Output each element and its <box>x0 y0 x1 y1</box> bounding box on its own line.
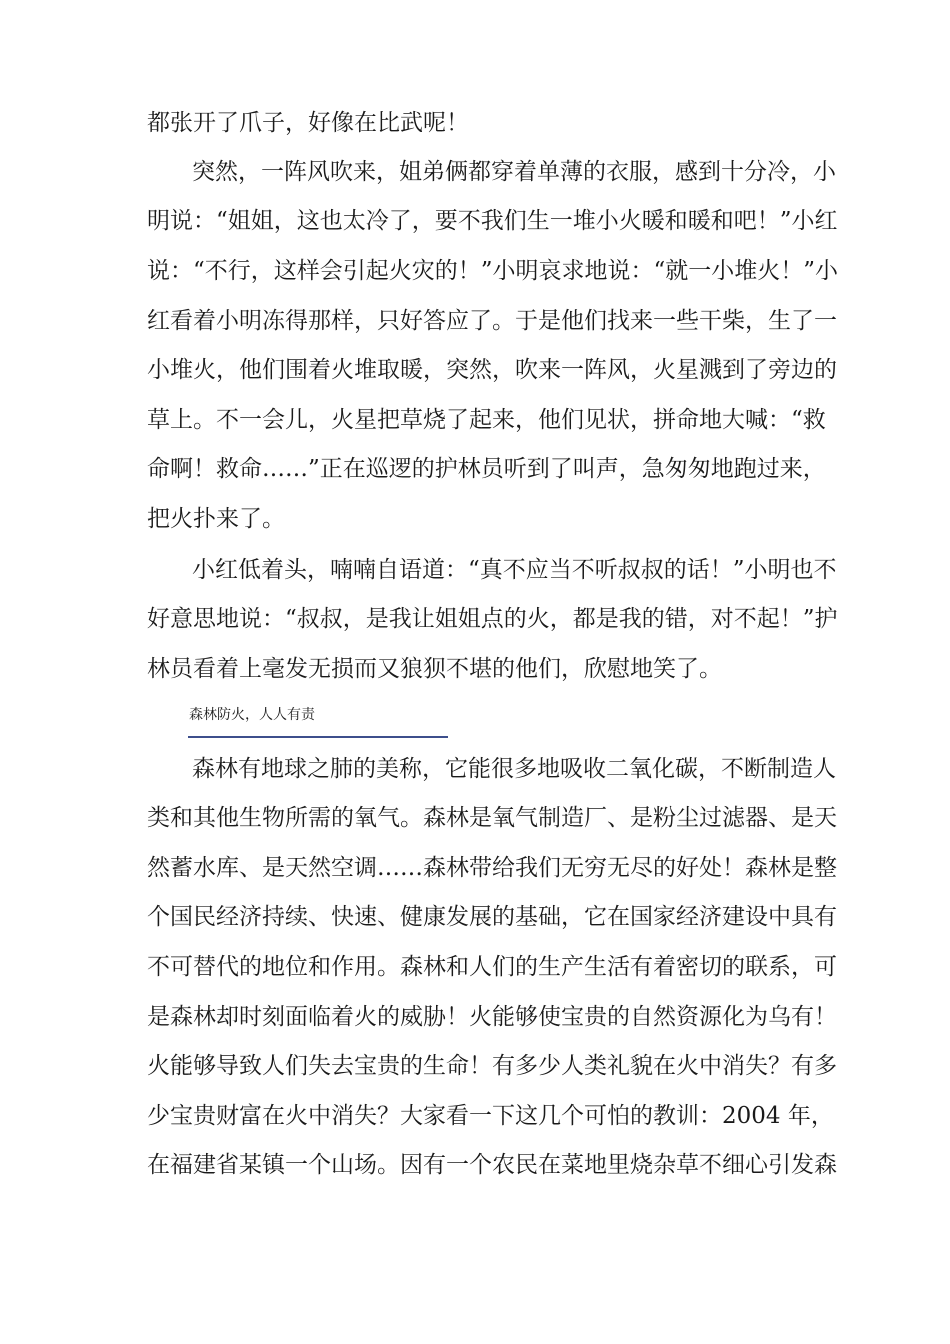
heading-underline <box>188 736 448 738</box>
section-heading: 森林防火，人人有责 <box>189 707 315 723</box>
paragraph-line: 不可替代的地位和作用。森林和人们的生产生活有着密切的联系，可 <box>147 954 837 980</box>
paragraph-line: 是森林却时刻面临着火的威胁！火能够使宝贵的自然资源化为乌有！ <box>147 1004 837 1030</box>
paragraph-line: 草上。不一会儿，火星把草烧了起来，他们见状，拼命地大喊：“救 <box>147 407 826 433</box>
paragraph-line: 小红低着头，喃喃自语道：“真不应当不听叔叔的话！”小明也不 <box>192 557 837 583</box>
paragraph-line: 火能够导致人们失去宝贵的生命！有多少人类礼貌在火中消失？有多 <box>147 1053 837 1079</box>
paragraph-line: 在福建省某镇一个山场。因有一个农民在菜地里烧杂草不细心引发森 <box>147 1152 837 1178</box>
paragraph-line: 命啊！救命……”正在巡逻的护林员听到了叫声，急匆匆地跑过来， <box>147 456 826 482</box>
paragraph-line: 然蓄水库、是天然空调……森林带给我们无穷无尽的好处！森林是整 <box>147 855 837 881</box>
paragraph-line: 好意思地说：“叔叔，是我让姐姐点的火，都是我的错，对不起！”护 <box>147 606 838 632</box>
paragraph-line: 突然，一阵风吹来，姐弟俩都穿着单薄的衣服，感到十分冷，小 <box>192 159 836 185</box>
paragraph-line: 红看着小明冻得那样，只好答应了。于是他们找来一些干柴，生了一 <box>147 308 837 334</box>
paragraph-line: 说：“不行，这样会引起火灾的！”小明哀求地说：“就一小堆火！”小 <box>147 258 839 284</box>
paragraph-line: 林员看着上毫发无损而又狼狈不堪的他们，欣慰地笑了。 <box>147 656 722 682</box>
paragraph-line: 小堆火，他们围着火堆取暖，突然，吹来一阵风，火星溅到了旁边的 <box>147 357 837 383</box>
paragraph-line: 类和其他生物所需的氧气。森林是氧气制造厂、是粉尘过滤器、是天 <box>147 805 837 831</box>
paragraph-line: 森林有地球之肺的美称，它能很多地吸收二氧化碳，不断制造人 <box>192 756 836 782</box>
paragraph-line: 把火扑来了。 <box>147 506 285 532</box>
paragraph-line: 都张开了爪子，好像在比武呢！ <box>147 110 469 136</box>
paragraph-line: 个国民经济持续、快速、健康发展的基础，它在国家经济建设中具有 <box>147 904 837 930</box>
paragraph-line: 少宝贵财富在火中消失？大家看一下这几个可怕的教训：2004 年， <box>147 1103 834 1129</box>
paragraph-line: 明说：“姐姐，这也太冷了，要不我们生一堆小火暖和暖和吧！”小红 <box>147 208 838 234</box>
